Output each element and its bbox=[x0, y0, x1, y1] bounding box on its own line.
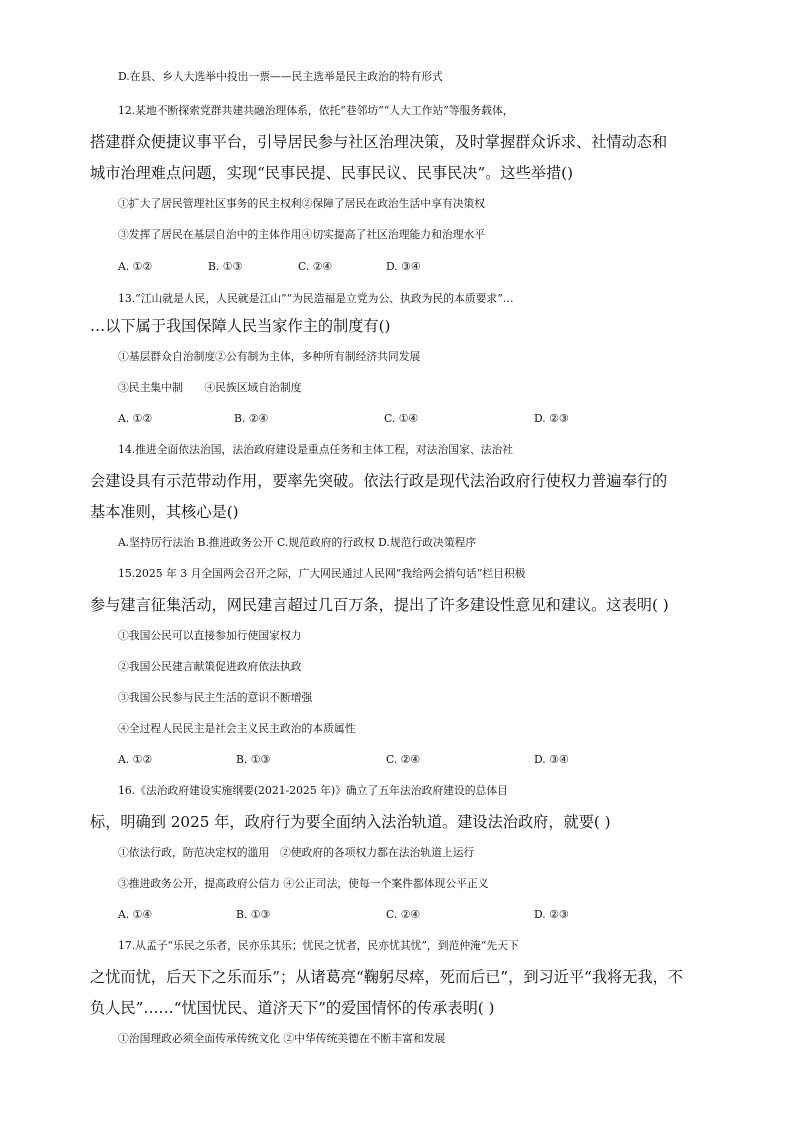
q17-stem-line-1: 17.从孟子“乐民之乐者，民亦乐其乐；忧民之忧者，民亦忧其忧”，到范仲淹“先天下 bbox=[118, 939, 519, 952]
q13-options bbox=[118, 409, 738, 429]
q15-option-b: B. ①③ bbox=[236, 753, 271, 766]
q13-option-a: A. ①② bbox=[118, 412, 153, 425]
q12-stem-line-1: 12.某地不断探索党群共建共融治理体系，依托“巷邻坊”“人大工作站”等服务载体， bbox=[118, 104, 514, 117]
q14-stem-line-1: 14.推进全面依法治国，法治政府建设是重点任务和主体工程，对法治国家、法治社 bbox=[118, 443, 514, 456]
q13-statements-1: ①基层群众自治制度②公有制为主体，多种所有制经济共同发展 bbox=[118, 350, 421, 363]
q12-stem-line-2: 搭建群众便捷议事平台，引导居民参与社区治理决策，及时掌握群众诉求、社情动态和 bbox=[90, 133, 668, 151]
q14-options: A.坚持厉行法治 B.推进政务公开 C.规范政府的行政权 D.规范行政决策程序 bbox=[118, 536, 477, 549]
q17-stem-line-2: 之忧而忧，后天下之乐而乐”；从诸葛亮“鞠躬尽瘁，死而后已”，到习近平“我将无我，不 bbox=[90, 968, 683, 986]
q12-option-a: A. ①② bbox=[118, 260, 153, 273]
q13-option-d: D. ②③ bbox=[534, 412, 569, 425]
q15-statement-1: ①我国公民可以直接参加行使国家权力 bbox=[118, 629, 302, 642]
q14-stem-line-2: 会建设具有示范带动作用，要率先突破。依法行政是现代法治政府行使权力普遍奉行的 bbox=[90, 472, 668, 490]
q16-option-b: B. ①③ bbox=[236, 908, 271, 921]
q13-statements-2: ③民主集中制 ④民族区域自治制度 bbox=[118, 381, 302, 394]
q15-stem-line-2: 参与建言征集活动，网民建言超过几百万条，提出了许多建设性意见和建议。这表明( ) bbox=[90, 596, 669, 614]
q16-option-d: D. ②③ bbox=[534, 908, 569, 921]
q15-statement-2: ②我国公民建言献策促进政府依法执政 bbox=[118, 660, 302, 673]
q15-option-c: C. ②④ bbox=[386, 753, 421, 766]
q16-option-c: C. ②④ bbox=[386, 908, 421, 921]
q16-statements-2: ③推进政务公开，提高政府公信力 ④公正司法，使每一个案件都体现公平正义 bbox=[118, 877, 489, 890]
q15-option-d: D. ③④ bbox=[534, 753, 569, 766]
q13-option-b: B. ②④ bbox=[234, 412, 269, 425]
q12-option-c: C. ②④ bbox=[298, 260, 333, 273]
q12-stem-line-3: 城市治理难点问题，实现“民事民提、民事民议、民事民决”。这些举措() bbox=[90, 164, 574, 182]
q16-stem-line-2: 标，明确到 2025 年，政府行为要全面纳入法治轨道。建设法治政府，就要( ) bbox=[90, 813, 611, 831]
q16-statements-1: ①依法行政，防范决定权的滥用 ②使政府的各项权力都在法治轨道上运行 bbox=[118, 846, 475, 859]
q16-options bbox=[118, 905, 738, 925]
q12-statements-2: ③发挥了居民在基层自治中的主体作用④切实提高了社区治理能力和治理水平 bbox=[118, 228, 486, 241]
q12-statements-1: ①扩大了居民管理社区事务的民主权利②保障了居民在政治生活中享有决策权 bbox=[118, 197, 486, 210]
q17-stem-line-3: 负人民”……“忧国忧民、道济天下”的爱国情怀的传承表明( ) bbox=[90, 999, 495, 1017]
q16-stem-line-1: 16.《法治政府建设实施纲要(2021-2025 年)》确立了五年法治政府建设的总体目 bbox=[118, 784, 508, 797]
q15-statement-4: ④全过程人民民主是社会主义民主政治的本质属性 bbox=[118, 722, 356, 735]
q15-options bbox=[118, 750, 738, 770]
q13-stem-line-2: …以下属于我国保障人民当家作主的制度有() bbox=[90, 317, 391, 335]
q13-stem-line-1: 13.“江山就是人民，人民就是江山”“为民造福是立党为公、执政为民的本质要求”… bbox=[118, 292, 514, 305]
q13-option-c: C. ①④ bbox=[384, 412, 419, 425]
q14-stem-line-3: 基本准则，其核心是() bbox=[90, 503, 239, 521]
q12-option-b: B. ①③ bbox=[208, 260, 243, 273]
q15-option-a: A. ①② bbox=[118, 753, 153, 766]
q16-option-a: A. ①④ bbox=[118, 908, 153, 921]
q17-statements-1: ①治国理政必须全面传承传统文化 ②中华传统美德在不断丰富和发展 bbox=[118, 1032, 446, 1045]
q12-option-d: D. ③④ bbox=[386, 260, 421, 273]
q15-statement-3: ③我国公民参与民主生活的意识不断增强 bbox=[118, 691, 313, 704]
q15-stem-line-1: 15.2025 年 3 月全国两会召开之际，广大网民通过人民网“我给两会捎句话”栏目积极 bbox=[118, 567, 526, 580]
q12-options bbox=[118, 257, 738, 277]
q11-option-d: D.在县、乡人大选举中投出一票——民主选举是民主政治的特有形式 bbox=[118, 70, 443, 83]
